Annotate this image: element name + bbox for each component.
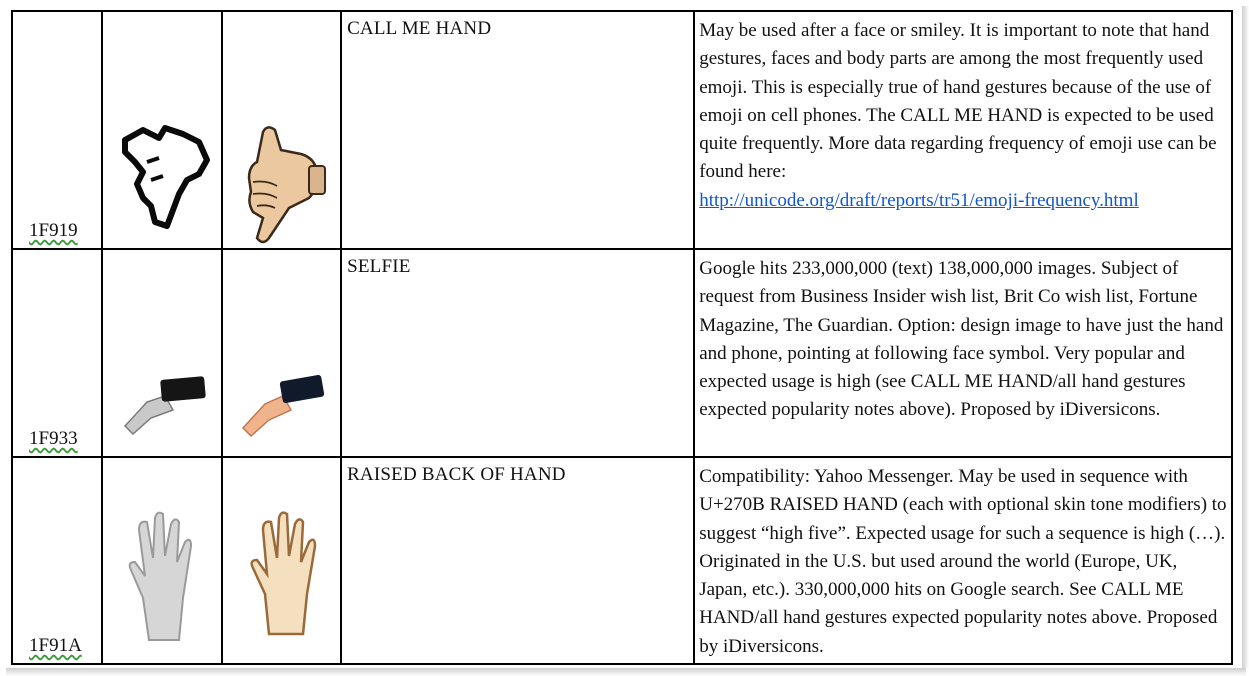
code-point: 1F919	[29, 220, 78, 241]
color-image-cell	[222, 457, 341, 664]
code-cell	[12, 457, 102, 664]
notes-cell	[694, 457, 1232, 664]
bw-image-cell	[102, 457, 221, 664]
code-cell	[12, 11, 102, 249]
call-me-hand-bw-icon	[103, 12, 220, 248]
name-cell	[341, 249, 694, 457]
emoji-notes: Compatibility: Yahoo Messenger. May be used in sequence with U+270B RAISED HAND (each with optional skin tone modifiers) to suggest “high five”. Expected usage for such a sequence is high (…). Originated in the U.S. but used around the world (Europe, UK, Japan, etc.). 330,000,000 hits on Google search. See CALL ME HAND/all hand gestures expected popularity notes above. Proposed by iDiversicons.	[699, 466, 1227, 657]
notes-cell	[694, 11, 1232, 249]
table-row	[12, 457, 1232, 664]
notes-cell	[694, 249, 1232, 457]
bw-image-cell	[102, 249, 221, 457]
code-point: 1F933	[29, 428, 78, 449]
selfie-bw-icon	[103, 250, 220, 456]
bw-image-cell	[102, 11, 221, 249]
name-cell	[341, 457, 694, 664]
name-cell	[341, 11, 694, 249]
color-image-cell	[222, 11, 341, 249]
table-row	[12, 249, 1232, 457]
call-me-hand-color-icon	[223, 12, 340, 248]
emoji-proposal-table	[11, 10, 1233, 665]
emoji-frequency-link[interactable]: http://unicode.org/draft/reports/tr51/emoji-frequency.html	[699, 189, 1139, 211]
emoji-name: RAISED BACK OF HAND	[347, 464, 566, 485]
raised-back-of-hand-bw-icon	[103, 458, 220, 662]
code-point: 1F91A	[29, 635, 82, 657]
selfie-color-icon	[223, 250, 340, 456]
emoji-name: CALL ME HAND	[347, 18, 492, 39]
emoji-notes: Google hits 233,000,000 (text) 138,000,000 images. Subject of request from Business Insider wish list, Brit Co wish list, Fortune Magazine, The Guardian. Option: design image to have just the hand and phone, pointing at following face symbol. Very popular and expected usage is high (see CALL ME HAND/all hand gestures expected popularity notes above). Proposed by iDiversicons.	[699, 258, 1224, 421]
color-image-cell	[222, 249, 341, 457]
emoji-name: SELFIE	[347, 256, 411, 277]
table-row	[12, 11, 1232, 249]
raised-back-of-hand-color-icon	[223, 458, 340, 662]
emoji-notes: May be used after a face or smiley. It is important to note that hand gestures, faces and body parts are among the most frequently used emoji. This is especially true of hand gestures because of the use of emoji on cell phones. The CALL ME HAND is expected to be used quite frequently. More data regarding frequency of emoji use can be found here:	[699, 20, 1217, 183]
page-shadow-right	[1242, 6, 1249, 668]
page-shadow-bottom	[6, 668, 1246, 676]
code-cell	[12, 249, 102, 457]
